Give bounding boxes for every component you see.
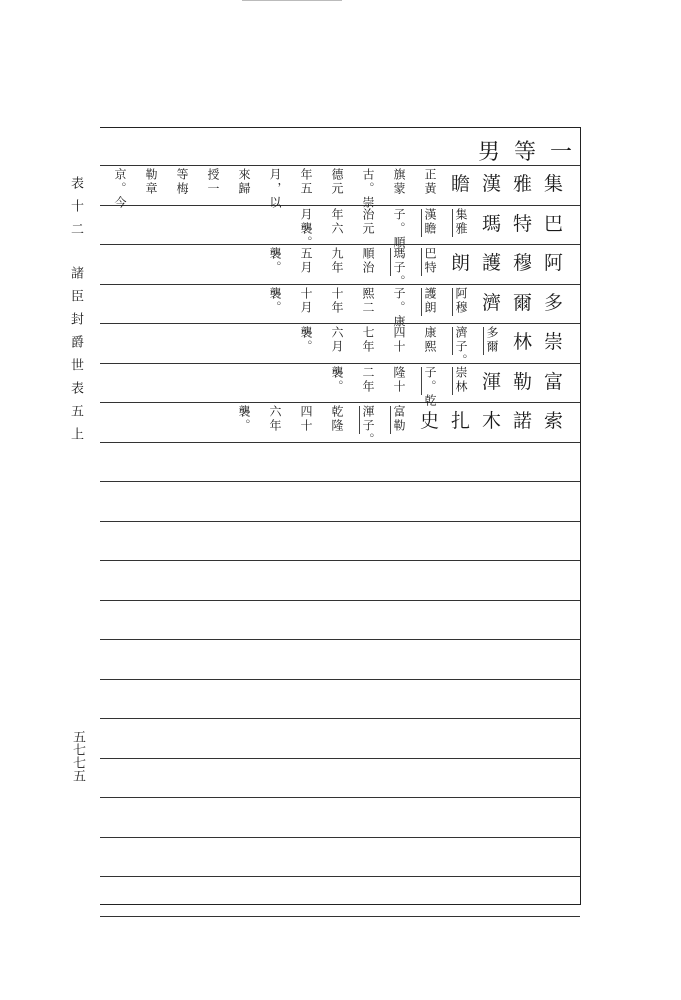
table-row — [100, 284, 580, 329]
margin-label-table-number: 表十二 — [68, 176, 83, 245]
record-note: 襲。 — [268, 286, 282, 315]
row-rule — [100, 876, 580, 877]
heir-name-char: 瑪 — [482, 212, 506, 235]
row-rule — [100, 916, 580, 917]
record-note: 六月 — [330, 326, 344, 354]
record-note: 熙二 — [361, 286, 375, 315]
note-bracket — [421, 288, 422, 316]
record-note: 子。順 — [392, 207, 406, 250]
heir-name-char: 集 — [544, 173, 568, 195]
record-note: 等梅 — [175, 168, 189, 196]
heir-name-char: 諾 — [513, 410, 537, 432]
heir-name-char: 漢 — [482, 173, 506, 195]
heir-name-char: 穆 — [513, 252, 537, 274]
record-note: 治元 — [361, 207, 375, 236]
table-top-border — [100, 127, 580, 128]
heir-name-char: 阿 — [544, 252, 568, 274]
record-note: 襲。 — [330, 365, 344, 394]
record-note: 護朗 — [423, 286, 437, 315]
record-note: 多爾 — [485, 326, 499, 354]
record-note: 年六 — [330, 207, 344, 236]
record-note: 京。今 — [113, 168, 127, 210]
record-note: 旗蒙 — [392, 168, 406, 196]
record-note: 七年 — [361, 326, 375, 354]
heir-name-char: 多 — [544, 291, 568, 314]
table-bottom-border — [100, 904, 581, 905]
note-bracket — [390, 248, 391, 276]
heir-name-char: 渾 — [482, 370, 506, 393]
record-note: 勒章 — [144, 168, 158, 196]
record-note: 德元 — [330, 168, 344, 196]
record-note: 襲。 — [237, 405, 251, 433]
record-note: 順治 — [361, 247, 375, 275]
record-note: 古。崇 — [361, 168, 375, 210]
record-note: 襲。 — [299, 326, 313, 354]
heir-name-char: 扎 — [451, 410, 475, 432]
record-note: 年五 — [299, 168, 313, 196]
heir-name-char: 富 — [544, 370, 568, 393]
note-bracket — [452, 367, 453, 395]
table-row — [100, 205, 580, 250]
heir-name-char: 護 — [482, 252, 506, 274]
record-note: 襲。 — [268, 247, 282, 275]
heir-name-char: 特 — [513, 212, 537, 235]
row-rule — [100, 639, 580, 640]
record-note: 康熙 — [423, 326, 437, 354]
record-note: 阿穆 — [454, 286, 468, 315]
note-bracket — [390, 406, 391, 434]
record-note: 子。乾 — [423, 365, 437, 408]
page-title: 男等一 — [478, 140, 587, 165]
record-note: 來歸 — [237, 168, 251, 196]
record-note: 濟子。 — [454, 326, 468, 368]
record-note: 六年 — [268, 405, 282, 433]
heir-name-char: 木 — [482, 410, 506, 432]
record-note: 授一 — [206, 168, 220, 196]
table-right-border — [580, 127, 581, 905]
record-note: 五月 — [299, 247, 313, 275]
row-rule — [100, 837, 580, 838]
heir-name-char: 雅 — [513, 173, 537, 195]
record-note: 九年 — [330, 247, 344, 275]
record-note: 十月 — [299, 286, 313, 315]
row-rule — [100, 481, 580, 482]
record-note: 四十 — [392, 326, 406, 354]
note-bracket — [421, 248, 422, 276]
record-note: 富勒 — [392, 405, 406, 433]
record-note: 隆十 — [392, 365, 406, 394]
note-bracket — [483, 327, 484, 355]
row-rule — [100, 600, 580, 601]
record-note: 漢瞻 — [423, 207, 437, 236]
heir-name-char: 瞻 — [451, 173, 475, 195]
note-bracket — [452, 209, 453, 237]
table-row — [100, 165, 580, 210]
heir-name-char: 林 — [513, 331, 537, 353]
record-note: 月，以 — [268, 168, 282, 210]
record-note: 十年 — [330, 286, 344, 315]
heir-name-char: 爾 — [513, 291, 537, 314]
note-bracket — [421, 209, 422, 237]
heir-name-char: 濟 — [482, 291, 506, 314]
note-bracket — [421, 367, 422, 395]
row-rule — [100, 758, 580, 759]
page-number: 五七七五 — [70, 730, 85, 782]
row-rule — [100, 797, 580, 798]
record-note: 四十 — [299, 405, 313, 433]
table-row — [100, 402, 580, 447]
record-note: 巴特 — [423, 247, 437, 275]
record-note: 二年 — [361, 365, 375, 394]
heir-name-char: 索 — [544, 410, 568, 432]
heir-name-char: 勒 — [513, 370, 537, 393]
row-rule — [100, 521, 580, 522]
heir-name-char: 史 — [420, 410, 444, 432]
heir-name-char: 朗 — [451, 252, 475, 274]
row-rule — [100, 442, 580, 443]
record-note: 正黃 — [423, 168, 437, 196]
record-note: 月襲。 — [299, 207, 313, 250]
record-note: 崇林 — [454, 365, 468, 394]
table-row — [100, 323, 580, 368]
row-rule — [100, 560, 580, 561]
row-rule — [100, 679, 580, 680]
table-row — [100, 244, 580, 289]
record-note: 瑪子。 — [392, 247, 406, 289]
table-row — [100, 363, 580, 408]
row-rule — [100, 718, 580, 719]
record-note: 渾子。 — [361, 405, 375, 447]
record-note: 子。康 — [392, 286, 406, 329]
heir-name-char: 崇 — [544, 331, 568, 353]
heir-name-char: 巴 — [544, 212, 568, 235]
top-rule — [242, 0, 342, 1]
margin-label-table-title: 諸臣封爵世表五上 — [68, 266, 83, 450]
record-note: 乾隆 — [330, 405, 344, 433]
note-bracket — [452, 288, 453, 316]
note-bracket — [359, 406, 360, 434]
record-note: 集雅 — [454, 207, 468, 236]
note-bracket — [452, 327, 453, 355]
